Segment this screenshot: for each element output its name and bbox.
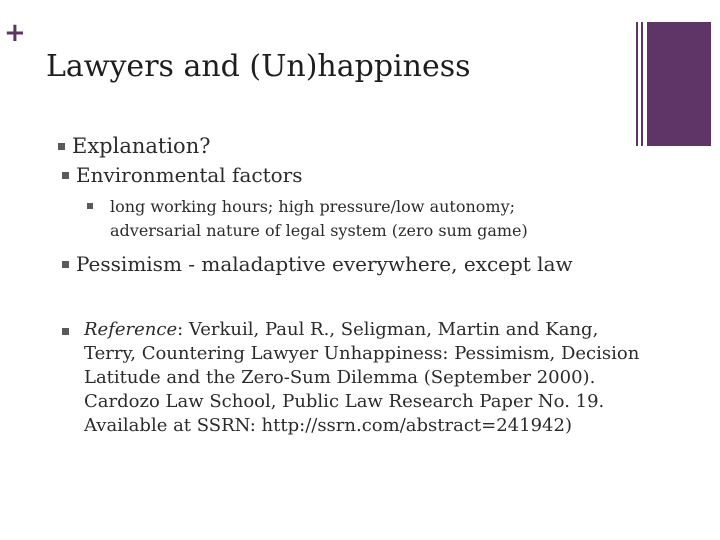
bullet-pessimism: [62, 250, 573, 278]
bullet-reference: [62, 318, 652, 438]
slide-title: Lawyers and (Un)happiness: [46, 49, 471, 84]
bullet-square-icon: [62, 261, 69, 268]
bullet-environmental-factors: [62, 161, 302, 189]
bullet-square-icon: [58, 143, 65, 150]
reference-label: Reference: [84, 319, 178, 340]
bullet-text: long working hours; high pressure/low autonomy; adversarial nature of legal system (zero sum game): [110, 197, 528, 240]
bullet-text: Environmental factors: [76, 163, 303, 187]
corner-plus-mark: +: [4, 18, 26, 48]
decorative-line: [641, 22, 643, 146]
bullet-text: Explanation?: [72, 134, 211, 158]
bullet-text: Pessimism - maladaptive everywhere, except law: [76, 252, 573, 276]
decorative-line: [636, 22, 638, 146]
reference-text: [84, 318, 652, 438]
bullet-square-icon: [87, 203, 93, 209]
reference-citation: : Verkuil, Paul R., Seligman, Martin and Kang, Terry, Countering Lawyer Unhappiness: Pessimism, Decision Latitude and the Zero-Sum Dilemma (September 2000). Cardozo Law School, Public Law Research Paper No. 19. Available at SSRN: http://ssrn.com/abstract=241942): [84, 319, 640, 436]
bullet-square-icon: [62, 172, 69, 179]
bullet-explanation: [58, 132, 210, 160]
decorative-bar: [647, 22, 711, 146]
bullet-square-icon: [62, 328, 69, 335]
bullet-environmental-detail: [87, 195, 607, 243]
